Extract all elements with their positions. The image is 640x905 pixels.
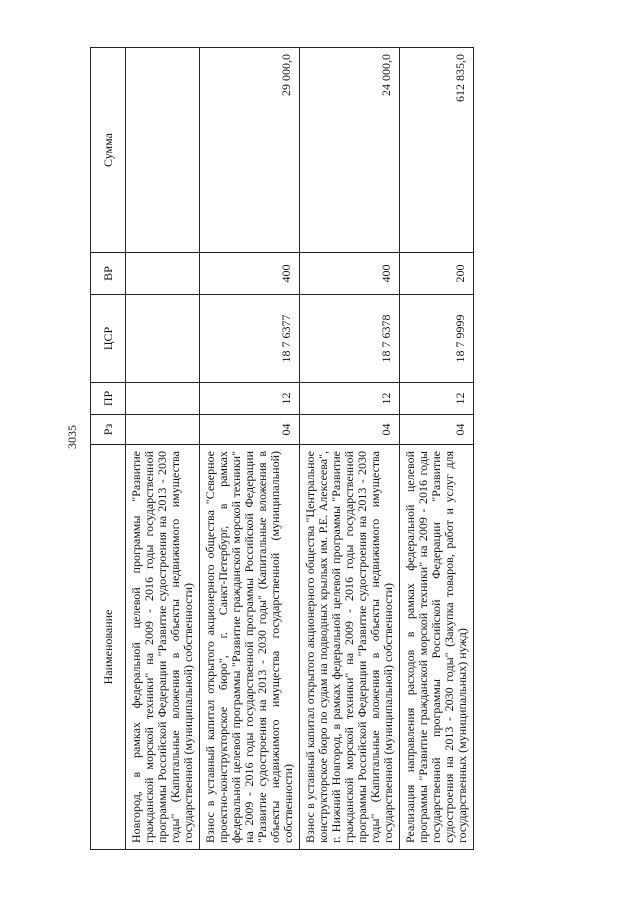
row-csr	[126, 295, 200, 383]
header-pr: ПР	[91, 383, 126, 415]
row-pr: 12	[200, 383, 300, 415]
row-rz	[126, 415, 200, 445]
row-vr: 400	[300, 253, 400, 295]
row-name: Взнос в уставный капитал открытого акционерного общества "Центральное конструкторское бюро по судам на подводных крыльях им. Р.Е. Алексеева", г. Нижний Новгород, в рамках федеральной целевой программы "Развитие гражданской морской техники" на 2009 - 2016 годы государственной программы Российской Федерации "Развитие судостроения на 2013 - 2030 годы" (Капитальные вложения в объекты недвижимого имущества государственной (муниципальной) собственности)	[300, 445, 400, 850]
table-row	[300, 48, 400, 850]
table-row	[126, 48, 200, 850]
row-vr: 200	[400, 253, 474, 295]
row-pr: 12	[400, 383, 474, 415]
row-csr: 18 7 6377	[200, 295, 300, 383]
row-name: Новгород, в рамках федеральной целевой программы "Развитие гражданской морской техники" на 2009 - 2016 годы государственной программы Российской Федерации "Развитие судостроения на 2013 - 2030 годы" (Капитальные вложения в объекты недвижимого имущества государственной (муниципальной) собственности)	[126, 445, 200, 850]
row-pr	[126, 383, 200, 415]
row-rz: 04	[300, 415, 400, 445]
row-rz: 04	[400, 415, 474, 445]
budget-table	[90, 47, 474, 850]
document-page	[90, 48, 610, 850]
row-vr: 400	[200, 253, 300, 295]
header-sum: Сумма	[91, 48, 126, 253]
row-csr: 18 7 6378	[300, 295, 400, 383]
row-sum	[126, 48, 200, 253]
header-rz: Рз	[91, 415, 126, 445]
header-name: Наименование	[91, 445, 126, 850]
rotated-table-wrapper	[90, 48, 610, 850]
row-rz: 04	[200, 415, 300, 445]
row-pr: 12	[300, 383, 400, 415]
header-row	[91, 48, 126, 850]
header-csr: ЦСР	[91, 295, 126, 383]
row-vr	[126, 253, 200, 295]
page-number: 3035	[65, 425, 79, 449]
table-row	[400, 48, 474, 850]
header-vr: ВР	[91, 253, 126, 295]
row-sum: 29 000,0	[200, 48, 300, 253]
row-sum: 24 000,0	[300, 48, 400, 253]
row-name: Реализация направления расходов в рамках федеральной целевой программы "Развитие гражданской морской техники" на 2009 - 2016 годы государственной программы Российской Федерации "Развитие судостроения на 2013 - 2030 годы" (Закупка товаров, работ и услуг для государственных (муниципальных) нужд)	[400, 445, 474, 850]
table-row	[200, 48, 300, 850]
row-name: Взнос в уставный капитал открытого акционерного общества "Северное проектно-конструкторское бюро", г. Санкт-Петербург, в рамках федеральной целевой программы "Развитие гражданской морской техники" на 2009 - 2016 годы государственной программы Российской Федерации "Развитие судостроения на 2013 - 2030 годы" (Капитальные вложения в объекты недвижимого имущества государственной (муниципальной) собственности)	[200, 445, 300, 850]
row-csr: 18 7 9999	[400, 295, 474, 383]
row-sum: 612 835,0	[400, 48, 474, 253]
